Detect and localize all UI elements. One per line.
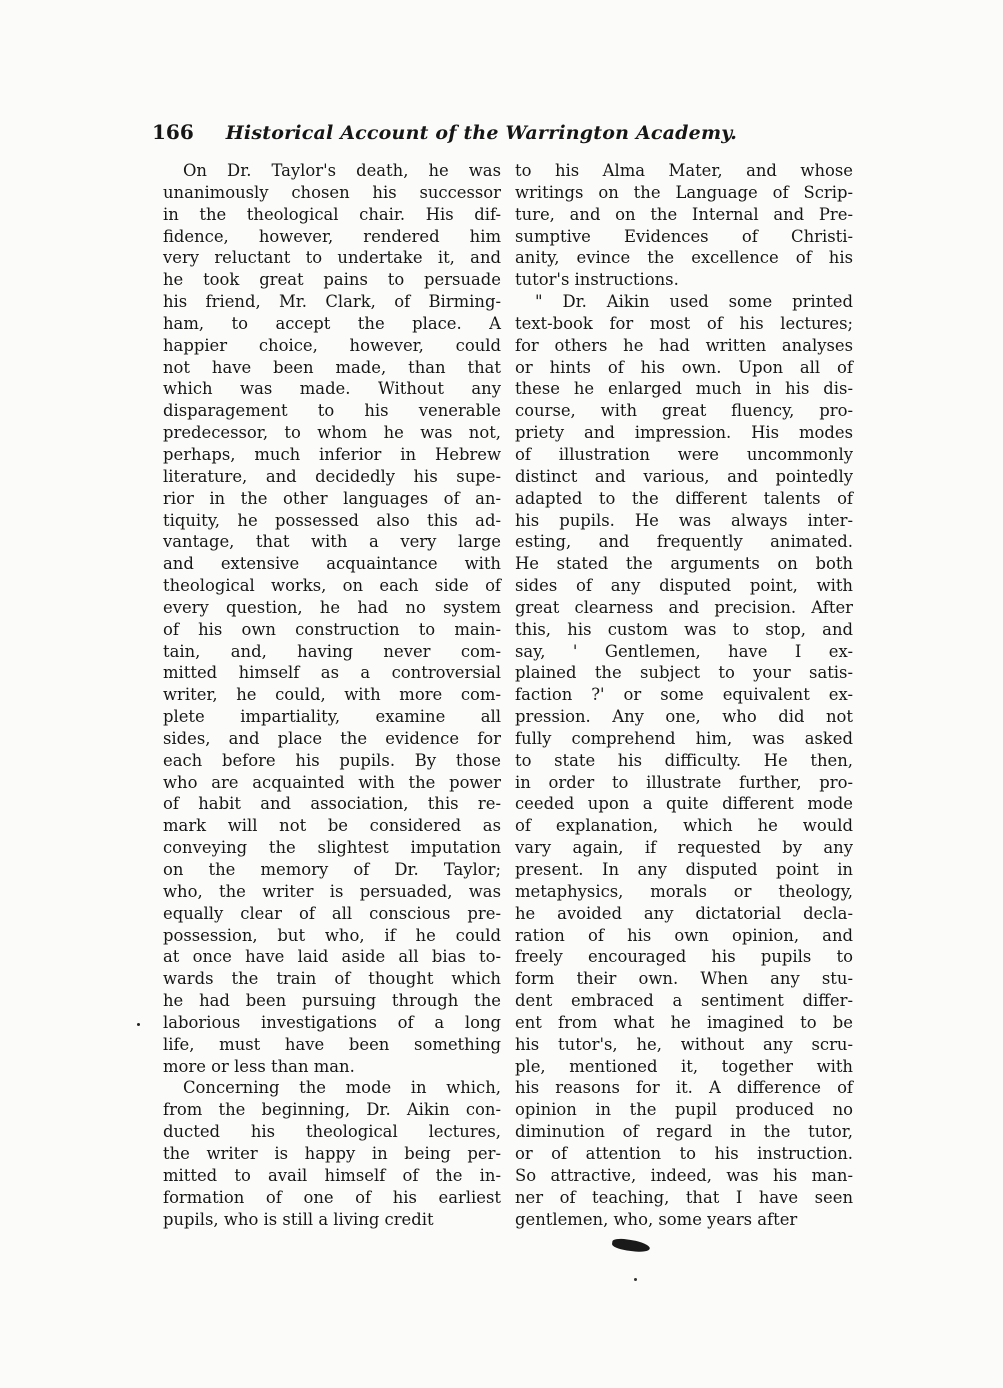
text-line: vary again, if requested by any (515, 838, 853, 858)
text-line: distinct and various, and pointedly (515, 466, 853, 486)
text-line: at once have laid aside all bias to- (163, 947, 501, 967)
text-line: metaphysics, morals or theology, (515, 881, 853, 901)
text-line: ent from what he imagined to be (515, 1012, 853, 1032)
text-line: ner of teaching, that I have seen (515, 1187, 853, 1207)
text-line: plete impartiality, examine all (163, 707, 501, 727)
text-line: conveying the slightest imputation (163, 838, 501, 858)
text-line: his tutor's, he, without any scru- (515, 1034, 853, 1054)
text-line: ham, to accept the place. A (163, 313, 501, 333)
text-line: possession, but who, if he could (163, 925, 501, 945)
text-line: adapted to the different talents of (515, 488, 853, 508)
text-line: perhaps, much inferior in Hebrew (163, 444, 501, 464)
text-line: So attractive, indeed, was his man- (515, 1165, 853, 1185)
text-line: diminution of regard in the tutor, (515, 1122, 853, 1142)
text-line: tutor's instructions. (515, 270, 679, 290)
text-line: esting, and frequently animated. (515, 532, 853, 552)
text-line: or of attention to his instruction. (515, 1143, 853, 1163)
text-line: for others he had written analyses (515, 335, 853, 355)
text-line: of illustration were uncommonly (515, 444, 853, 464)
text-line: his pupils. He was always inter- (515, 510, 853, 530)
text-line: life, must have been something (163, 1034, 501, 1054)
text-line: he avoided any dictatorial decla- (515, 903, 853, 923)
text-line: predecessor, to whom he was not, (163, 423, 501, 443)
text-line: disparagement to his venerable (163, 401, 501, 421)
text-line: these he enlarged much in his dis- (515, 379, 853, 399)
text-line: fully comprehend him, was asked (515, 728, 853, 748)
running-title: Historical Account of the Warrington Academy. (225, 122, 738, 144)
text-line: freely encouraged his pupils to (515, 947, 853, 967)
text-line: to state his difficulty. He then, (515, 750, 853, 770)
text-line: very reluctant to undertake it, and (163, 248, 501, 268)
text-line: of habit and association, this re- (163, 794, 501, 814)
text-line: sides, and place the evidence for (163, 728, 501, 748)
text-line: his reasons for it. A difference of (515, 1078, 853, 1098)
text-line: vantage, that with a very large (163, 532, 501, 552)
text-line: he had been pursuing through the (163, 991, 501, 1011)
text-line: fidence, however, rendered him (163, 226, 501, 246)
text-line: sides of any disputed point, with (515, 576, 853, 596)
text-line: his friend, Mr. Clark, of Birming- (163, 292, 501, 312)
text-line: ration of his own opinion, and (515, 925, 853, 945)
text-line: say, ' Gentlemen, have I ex- (515, 641, 853, 661)
text-line: who, the writer is persuaded, was (163, 881, 501, 901)
ink-speck (634, 1278, 637, 1281)
text-line: not have been made, than that (163, 357, 501, 377)
text-line: every question, he had no system (163, 597, 501, 617)
text-line: dent embraced a sentiment differ- (515, 991, 853, 1011)
text-line: present. In any disputed point in (515, 860, 853, 879)
text-line: which was made. Without any (163, 379, 501, 399)
page-number: 166 (152, 120, 194, 144)
text-line: laborious investigations of a long (163, 1012, 501, 1032)
right-text-column (515, 160, 853, 1230)
text-line: opinion in the pupil produced no (515, 1100, 853, 1120)
text-line: in the theological chair. His dif- (163, 204, 501, 224)
text-line: " Dr. Aikin used some printed (535, 292, 853, 312)
text-line: each before his pupils. By those (163, 750, 501, 770)
text-line: or hints of his own. Upon all of (515, 357, 853, 377)
text-line: more or less than man. (163, 1056, 355, 1076)
text-line: in order to illustrate further, pro- (515, 772, 853, 792)
text-line: who are acquainted with the power (163, 772, 501, 792)
text-line: formation of one of his earliest (163, 1187, 501, 1207)
text-line: pupils, who is still a living credit (163, 1209, 434, 1229)
text-line: mark will not be considered as (163, 816, 501, 836)
text-line: tain, and, having never com- (163, 641, 501, 661)
text-line: this, his custom was to stop, and (515, 619, 853, 639)
text-line: He stated the arguments on both (515, 554, 853, 574)
text-line: anity, evince the excellence of his (515, 248, 853, 268)
text-line: literature, and decidedly his supe- (163, 466, 501, 486)
text-line: writings on the Language of Scrip- (515, 182, 853, 202)
text-line: rior in the other languages of an- (163, 488, 501, 508)
text-line: of his own construction to main- (163, 619, 501, 639)
text-line: On Dr. Taylor's death, he was (183, 161, 501, 180)
text-line: gentlemen, who, some years after (515, 1209, 798, 1229)
text-line: he took great pains to persuade (163, 270, 501, 290)
text-line: the writer is happy in being per- (163, 1143, 501, 1163)
text-line: pression. Any one, who did not (515, 707, 853, 727)
text-line: theological works, on each side of (163, 576, 501, 596)
page-header (152, 120, 852, 144)
ink-blot (611, 1237, 650, 1253)
ink-speck (137, 1023, 140, 1026)
text-line: sumptive Evidences of Christi- (515, 226, 853, 246)
text-line: mitted to avail himself of the in- (163, 1165, 501, 1185)
text-line: priety and impression. His modes (515, 423, 853, 443)
text-line: wards the train of thought which (163, 969, 501, 989)
text-line: ple, mentioned it, together with (515, 1056, 853, 1076)
text-line: ceeded upon a quite different mode (515, 794, 853, 814)
text-line: course, with great fluency, pro- (515, 401, 853, 421)
text-line: text-book for most of his lectures; (515, 313, 853, 333)
text-line: form their own. When any stu- (515, 969, 853, 989)
text-line: happier choice, however, could (163, 335, 501, 355)
left-text-column (163, 160, 501, 1230)
text-line: faction ?' or some equivalent ex- (515, 685, 853, 705)
text-line: unanimously chosen his successor (163, 182, 501, 202)
text-line: plained the subject to your satis- (515, 663, 853, 683)
text-line: of explanation, which he would (515, 816, 853, 836)
text-line: equally clear of all conscious pre- (163, 903, 501, 923)
text-line: writer, he could, with more com- (163, 685, 501, 705)
text-line: on the memory of Dr. Taylor; (163, 860, 501, 879)
text-line: ture, and on the Internal and Pre- (515, 204, 853, 224)
text-line: Concerning the mode in which, (183, 1078, 501, 1098)
text-line: mitted himself as a controversial (163, 663, 501, 683)
text-line: tiquity, he possessed also this ad- (163, 510, 501, 530)
text-line: to his Alma Mater, and whose (515, 161, 853, 180)
text-line: and extensive acquaintance with (163, 554, 501, 574)
text-line: ducted his theological lectures, (163, 1122, 501, 1142)
text-line: great clearness and precision. After (515, 597, 853, 617)
text-line: from the beginning, Dr. Aikin con- (163, 1100, 501, 1120)
